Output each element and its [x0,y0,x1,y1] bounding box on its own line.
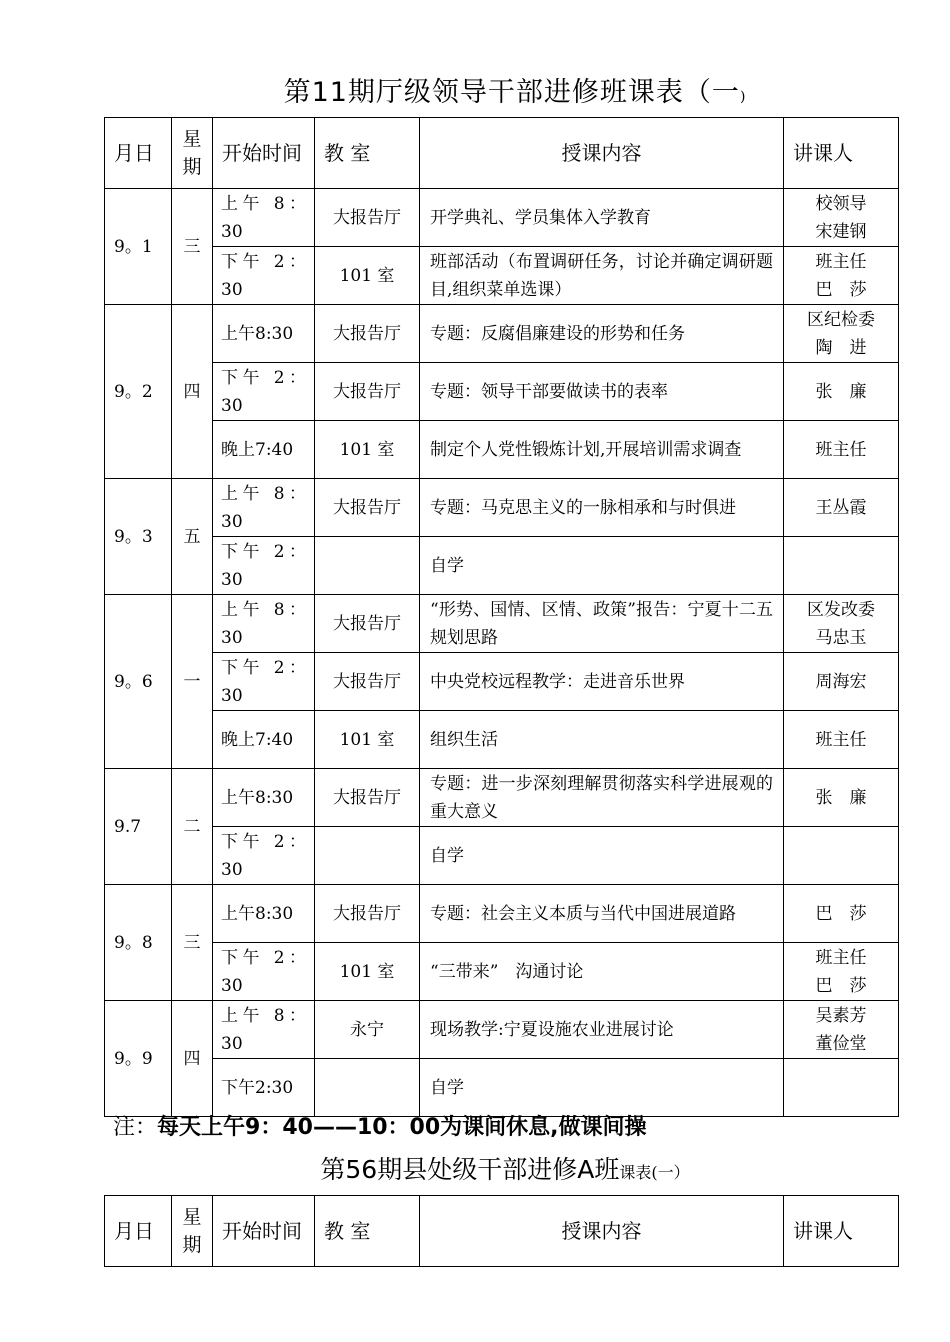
table-row [105,943,899,1001]
content-cell: 组织生活 [420,711,784,769]
time-cell: 下午 2：30 [213,653,315,711]
table-row [105,363,899,421]
page-title-2 [0,1150,950,1186]
schedule-table-1 [104,117,899,1117]
title-1-tail: ) [739,89,747,105]
header-row [105,118,899,189]
room-cell: 大报告厅 [315,769,420,827]
note-text: 每天上午9：40——10：00为课间休息,做课间操 [157,1115,647,1140]
title-1-main: 第11期厅级领导干部进修班课表（一 [283,77,740,108]
weekday-cell: 二 [172,769,213,885]
header-row-2 [105,1196,899,1267]
date-cell: 9。9 [105,1001,172,1117]
content-cell: “形势、国情、区情、政策”报告：宁夏十二五规划思路 [420,595,784,653]
header-weekday: 星期 [172,118,213,189]
room-cell: 大报告厅 [315,305,420,363]
table-row [105,711,899,769]
table-row [105,479,899,537]
content-cell: 专题：进一步深刻理解贯彻落实科学进展观的重大意义 [420,769,784,827]
content-cell: 专题：反腐倡廉建设的形势和任务 [420,305,784,363]
table-row [105,1001,899,1059]
room-cell: 大报告厅 [315,363,420,421]
weekday-cell: 三 [172,189,213,305]
header-start-time: 开始时间 [213,1196,315,1267]
content-cell: 现场教学:宁夏设施农业进展讨论 [420,1001,784,1059]
date-cell: 9。8 [105,885,172,1001]
room-cell: 大报告厅 [315,595,420,653]
header-content: 授课内容 [420,118,784,189]
note-label: 注： [113,1115,158,1140]
weekday-cell: 三 [172,885,213,1001]
room-cell: 大报告厅 [315,653,420,711]
time-cell: 晚上7:40 [213,711,315,769]
table-row [105,769,899,827]
time-cell: 下午 2：30 [213,537,315,595]
room-cell [315,1059,420,1117]
time-cell: 上午 8：30 [213,1001,315,1059]
lecturer-cell: 王丛霞 [784,479,899,537]
lecturer-cell: 班主任 [784,421,899,479]
table-row [105,247,899,305]
header-room: 教 室 [315,1196,420,1267]
lecturer-cell: 班主任 [784,711,899,769]
header-lecturer: 讲课人 [784,118,899,189]
date-cell: 9。3 [105,479,172,595]
table-row [105,827,899,885]
title-2-main: 第56期县处级干部进修A班 [320,1155,620,1184]
room-cell: 101 室 [315,421,420,479]
content-cell: 自学 [420,537,784,595]
time-cell: 下午 2：30 [213,827,315,885]
lecturer-cell: 校领导 宋建钢 [784,189,899,247]
table-row [105,421,899,479]
time-cell: 晚上7:40 [213,421,315,479]
weekday-cell: 四 [172,1001,213,1117]
page-title-1 [0,70,950,109]
weekday-cell: 四 [172,305,213,479]
time-cell: 下午2:30 [213,1059,315,1117]
content-cell: 专题：领导干部要做读书的表率 [420,363,784,421]
content-cell: “三带来” 沟通讨论 [420,943,784,1001]
content-cell: 班部活动（布置调研任务，讨论并确定调研题目,组织菜单选课） [420,247,784,305]
room-cell: 大报告厅 [315,885,420,943]
table-row [105,189,899,247]
content-cell: 中央党校远程教学：走进音乐世界 [420,653,784,711]
header-date: 月日 [105,1196,172,1267]
time-cell: 上午8:30 [213,305,315,363]
time-cell: 上午8:30 [213,769,315,827]
header-weekday: 星期 [172,1196,213,1267]
lecturer-cell: 班主任 巴 莎 [784,943,899,1001]
header-room: 教 室 [315,118,420,189]
room-cell [315,537,420,595]
time-cell: 上午 8：30 [213,479,315,537]
lecturer-cell [784,827,899,885]
lecturer-cell: 区发改委 马忠玉 [784,595,899,653]
room-cell: 大报告厅 [315,479,420,537]
lecturer-cell: 巴 莎 [784,885,899,943]
content-cell: 自学 [420,1059,784,1117]
content-cell: 专题：马克思主义的一脉相承和与时俱进 [420,479,784,537]
room-cell: 101 室 [315,943,420,1001]
table-row [105,885,899,943]
header-lecturer: 讲课人 [784,1196,899,1267]
header-content: 授课内容 [420,1196,784,1267]
room-cell: 大报告厅 [315,189,420,247]
header-start-time: 开始时间 [213,118,315,189]
time-cell: 下午 2：30 [213,247,315,305]
time-cell: 下午 2：30 [213,943,315,1001]
lecturer-cell: 班主任 巴 莎 [784,247,899,305]
time-cell: 上午 8：30 [213,595,315,653]
lecturer-cell [784,537,899,595]
lecturer-cell: 吴素芳 董俭堂 [784,1001,899,1059]
table-row [105,1059,899,1117]
date-cell: 9.7 [105,769,172,885]
lecturer-cell: 区纪检委 陶 进 [784,305,899,363]
date-cell: 9。6 [105,595,172,769]
header-date: 月日 [105,118,172,189]
table-row [105,595,899,653]
table-row [105,537,899,595]
schedule-body [105,189,899,1117]
lecturer-cell: 周海宏 [784,653,899,711]
time-cell: 下午 2：30 [213,363,315,421]
lecturer-cell [784,1059,899,1117]
content-cell: 制定个人党性锻炼计划,开展培训需求调查 [420,421,784,479]
time-cell: 上午 8：30 [213,189,315,247]
content-cell: 专题：社会主义本质与当代中国进展道路 [420,885,784,943]
lecturer-cell: 张 廉 [784,769,899,827]
room-cell [315,827,420,885]
room-cell: 101 室 [315,711,420,769]
weekday-cell: 一 [172,595,213,769]
time-cell: 上午8:30 [213,885,315,943]
title-2-tail: 课表(一） [619,1163,690,1182]
content-cell: 自学 [420,827,784,885]
break-note [113,1110,647,1141]
table-row [105,305,899,363]
content-cell: 开学典礼、学员集体入学教育 [420,189,784,247]
room-cell: 101 室 [315,247,420,305]
lecturer-cell: 张 廉 [784,363,899,421]
schedule-table-2 [104,1195,899,1267]
room-cell: 永宁 [315,1001,420,1059]
date-cell: 9。2 [105,305,172,479]
date-cell: 9。1 [105,189,172,305]
weekday-cell: 五 [172,479,213,595]
table-row [105,653,899,711]
